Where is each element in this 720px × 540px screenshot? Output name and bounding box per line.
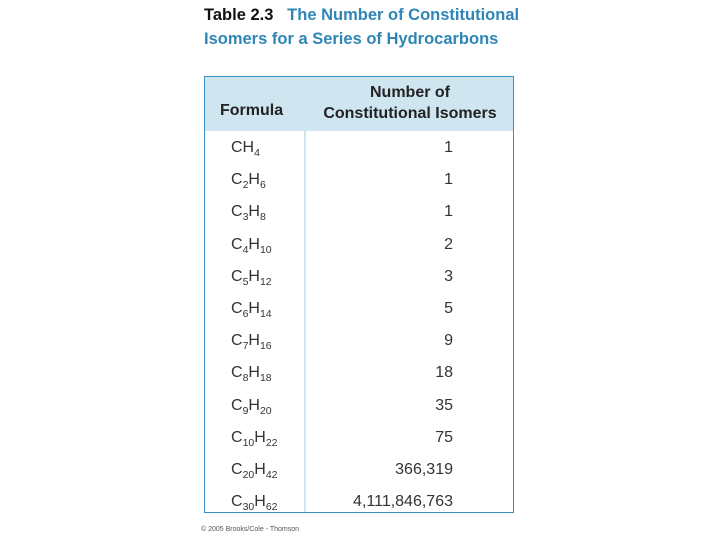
formula-subscript-h: 8 <box>259 211 266 224</box>
formula-subscript-c: 3 <box>242 211 249 224</box>
formula-subscript-h: 4 <box>254 147 260 159</box>
isomer-count-cell: 1 <box>444 203 453 221</box>
formula-subscript-h: 10 <box>259 243 272 256</box>
isomer-count-cell: 2 <box>444 235 453 253</box>
formula-element-h: H <box>248 396 260 414</box>
isomer-count-cell: 5 <box>444 300 453 317</box>
formula-cell <box>231 202 266 222</box>
formula-element-h: H <box>248 332 260 350</box>
formula-cell <box>231 331 272 351</box>
isomer-count-cell: 35 <box>435 396 453 414</box>
formula-cell <box>231 138 260 158</box>
formula-element-c: C <box>231 396 243 414</box>
isomer-count-cell: 366,319 <box>395 461 453 478</box>
formula-element-c: C <box>231 364 243 382</box>
formula-subscript-h: 14 <box>259 308 272 320</box>
formula-cell <box>231 428 278 448</box>
isomer-count-cell: 18 <box>435 364 453 382</box>
table-row <box>205 264 513 296</box>
formula-subscript-h: 18 <box>259 372 272 385</box>
formula-cell <box>231 396 272 416</box>
formula-element-h: H <box>248 364 260 382</box>
table-row <box>205 296 513 328</box>
formula-subscript-h: 22 <box>265 436 278 449</box>
formula-element-c: C <box>231 300 243 317</box>
formula-element-h: H <box>248 235 260 253</box>
table-row <box>205 489 513 521</box>
formula-subscript-c: 5 <box>242 275 249 288</box>
formula-cell <box>231 267 272 287</box>
formula-element-c: C <box>231 428 243 446</box>
header-number-line2: Constitutional Isomers <box>323 105 497 122</box>
formula-element-c: C <box>231 171 243 189</box>
formula-subscript-c: 10 <box>242 436 255 449</box>
isomer-count-cell: 1 <box>444 139 453 156</box>
formula-subscript-h: 42 <box>265 469 278 481</box>
table-number: Table 2.3 <box>204 6 274 24</box>
formula-subscript-h: 12 <box>259 275 272 288</box>
formula-element-h: H <box>254 461 266 478</box>
formula-cell <box>231 235 272 255</box>
formula-element-h: H <box>248 267 260 285</box>
formula-element-c: C <box>231 235 243 253</box>
table-title <box>204 4 524 51</box>
formula-cell <box>231 492 278 512</box>
isomer-count-cell: 3 <box>444 267 453 285</box>
table-header <box>205 77 513 131</box>
formula-subscript-h: 62 <box>265 501 278 514</box>
copyright-notice: © 2005 Brooks/Cole - Thomson <box>201 526 300 533</box>
table-row <box>205 360 513 392</box>
formula-element-h: H <box>248 171 260 189</box>
formula-subscript-c: 7 <box>242 340 249 353</box>
formula-subscript-h: 6 <box>259 179 266 192</box>
formula-cell <box>231 363 272 383</box>
table-row <box>205 167 513 199</box>
formula-element-h: H <box>248 300 260 317</box>
formula-subscript-c: 2 <box>242 179 249 192</box>
isomer-count-cell: 75 <box>435 428 453 446</box>
header-formula: Formula <box>220 102 284 119</box>
formula-subscript-c: 4 <box>242 243 249 256</box>
table-row <box>205 199 513 231</box>
formula-subscript-c: 20 <box>242 469 255 481</box>
formula-element-h: H <box>248 203 260 221</box>
isomer-count-cell: 9 <box>444 332 453 350</box>
table-row <box>205 393 513 425</box>
formula-subscript-c: 8 <box>242 372 249 385</box>
formula-subscript-c: 9 <box>242 404 249 417</box>
table-caption: The Number of Constitutional Isomers for a Series of Hydrocarbons <box>204 6 520 48</box>
formula-element-c: C <box>231 203 243 221</box>
formula-cell <box>231 299 272 319</box>
formula-element-c: C <box>231 493 243 511</box>
formula-cell <box>231 460 278 480</box>
table-row <box>205 328 513 360</box>
formula-subscript-h: 20 <box>259 404 272 417</box>
formula-element-c: CH <box>231 139 255 156</box>
formula-element-c: C <box>231 267 243 285</box>
formula-subscript-c: 6 <box>242 308 249 320</box>
formula-element-h: H <box>254 428 266 446</box>
header-number-line1: Number of <box>370 84 450 101</box>
formula-element-c: C <box>231 332 243 350</box>
formula-subscript-c: 30 <box>242 501 255 514</box>
isomer-count-cell: 4,111,846,763 <box>353 493 453 511</box>
isomer-count-cell: 1 <box>444 171 453 189</box>
formula-element-h: H <box>254 493 266 511</box>
header-number-of-isomers <box>305 82 515 124</box>
table-row <box>205 135 513 167</box>
isomer-table <box>204 76 514 513</box>
table-row <box>205 457 513 489</box>
formula-subscript-h: 16 <box>259 340 272 353</box>
table-row <box>205 232 513 264</box>
formula-element-c: C <box>231 461 243 478</box>
table-row <box>205 425 513 457</box>
formula-cell <box>231 170 266 190</box>
